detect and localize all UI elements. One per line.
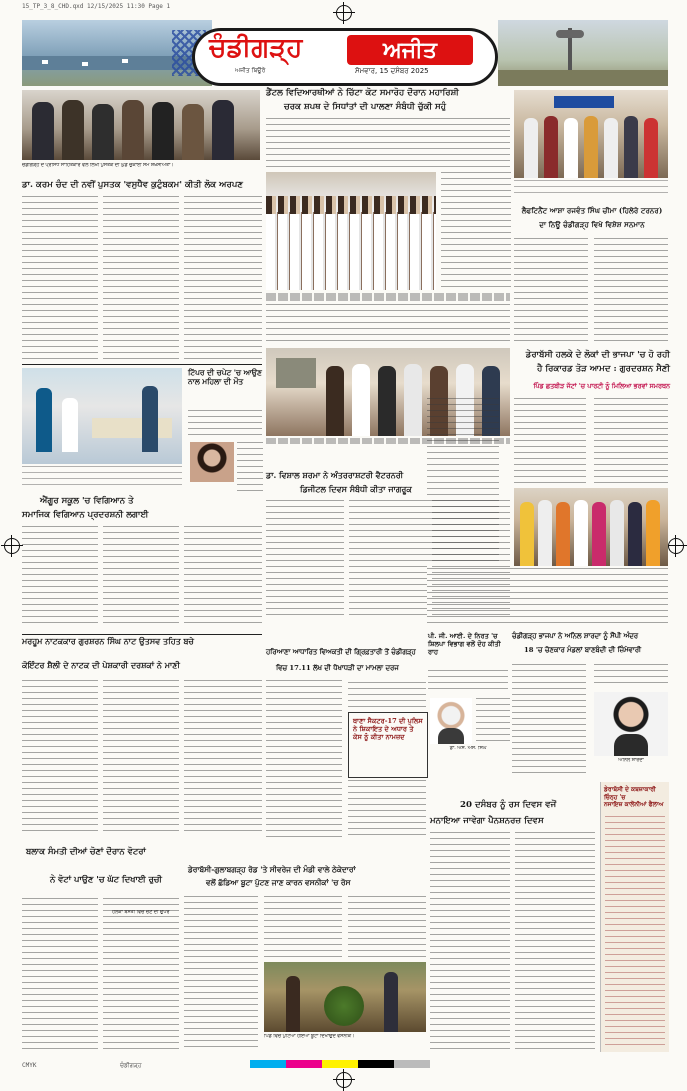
cyber-callout-box bbox=[348, 712, 428, 778]
footer-slug: CMYK bbox=[22, 1062, 37, 1069]
print-slug: 15_TP_3_8_CHD.qxd 12/15/2025 11:30 Page 1 bbox=[22, 3, 171, 10]
farm-headline: ਵਲੋਂ ਛੱਡਿਆ ਬੂਟਾ ਪੁੱਟਣ ਜਾਣ ਕਾਰਨ ਵਸਨੀਕਾਂ 'ਚ ਰੋਸ bbox=[206, 878, 351, 887]
tipper-headline: ਟਿੱਪਰ ਦੀ ਚਪੇਟ 'ਚ ਆਉਣ ਨਾਲ ਮਹਿਲਾ ਦੀ ਮੌਤ bbox=[188, 368, 262, 387]
block-story-col2 bbox=[103, 898, 179, 1052]
election-photo-caption: ਅਨਿਲ ਸ਼ਾਰਦਾ bbox=[618, 758, 644, 763]
colonies-headline-line1: ਡੇਰਾਬੱਸੀ ਦੇ ਕਬਜ਼ਾਕਾਰੀ ਚਿੰਨ੍ਹ 'ਚ bbox=[604, 786, 656, 801]
itbp-story-col1 bbox=[266, 500, 344, 620]
city-name: ਚੰਡੀਗੜ੍ਹ bbox=[209, 33, 303, 63]
farm-photo-caption: ਪਿੰਡ ਵਿਚ ਪੁੱਟਿਆ ਹੋਇਆ ਬੂਟਾ ਦਿਖਾਉਂਦੇ ਵਸਨੀਕ। bbox=[264, 1034, 355, 1039]
itbp-headline-line2: ਡਿਜੀਟਲ ਦਿਵਸ ਸੰਬੰਧੀ ਕੀਤਾ ਜਾਗਰੂਕ bbox=[300, 484, 412, 494]
masthead-subtitle: ਅਜੀਤ ਬਿਊਰੋ bbox=[235, 67, 266, 74]
cyber-story-col2 bbox=[348, 682, 426, 708]
cyber-headline-line1: ਹਰਿਆਣਾ ਆਧਾਰਿਤ ਵਿਅਕਤੀ ਦੀ ਗ੍ਰਿਫ਼ਤਾਰੀ ਤੋਂ ਚੰਡੀਗੜ੍ਹ bbox=[266, 648, 416, 656]
school-headline-line2: ਸਮਾਜਿਕ ਵਿਗਿਆਨ ਪ੍ਰਦਰਸ਼ਨੀ ਲਗਾਈ bbox=[22, 510, 149, 520]
book-story-body-col2 bbox=[103, 196, 179, 362]
registration-mark-bottom bbox=[336, 1072, 352, 1088]
candidate-byline: ਹਲਕਾ ਬਸਤੀ ਵਿਚ ਚੋਣ ਦੀ ਉਪਰ bbox=[112, 910, 170, 915]
colonies-story-body bbox=[605, 816, 665, 1046]
medical-headline-line2: ਚਰਕ ਸ਼ਪਥ ਦੇ ਸਿਧਾਂਤਾਂ ਦੀ ਪਾਲਣਾ ਸੰਬੰਧੀ ਚੁੱਕੀ ਸਹੁੰ bbox=[284, 102, 447, 112]
masthead-date: ਸੋਮਵਾਰ, 15 ਦਸੰਬਰ 2025 bbox=[355, 67, 429, 75]
book-story-body-col3 bbox=[184, 196, 262, 362]
divider-middle bbox=[22, 634, 262, 635]
school-story-col3 bbox=[184, 526, 262, 626]
honour-headline-line2: ਦਾ ਨਿਊ ਚੰਡੀਗੜ੍ਹ ਵਿਖੇ ਵਿਸ਼ੇਸ਼ ਸਨਮਾਨ bbox=[539, 220, 645, 229]
book-headline: ਡਾ. ਕਰਮ ਚੰਦ ਦੀ ਨਵੀਂ ਪੁਸਤਕ 'ਵਸੁਧੈਵ ਕੁਟੁੰਬਕਮ' ਕੀਤੀ ਲੋਕ ਅਰਪਣ bbox=[22, 180, 243, 190]
color-bar bbox=[250, 1060, 430, 1068]
medical-headline-line1: ਡੈਂਟਲ ਵਿਦਿਆਰਥੀਆਂ ਨੇ ਚਿੱਟਾ ਕੋਟ ਸਮਾਰੋਹ ਦੌਰਾਨ ਮਹਾਰਿਸ਼ੀ bbox=[266, 88, 459, 98]
itbp-story-col2 bbox=[349, 500, 427, 620]
science-exhibition-photo bbox=[22, 368, 182, 464]
book-story-body-col1 bbox=[22, 196, 98, 362]
farm-story-col3 bbox=[348, 896, 426, 960]
medical-story-right-col bbox=[441, 172, 511, 292]
paper-name: ਅਜੀਤ bbox=[347, 35, 473, 65]
poetry-story-col1 bbox=[22, 680, 98, 836]
bjp-joining-photo bbox=[514, 488, 668, 566]
cyber-callout: ਥਾਣਾ ਸੈਕਟਰ-17 ਦੀ ਪੁਲਿਸ ਨੇ ਸ਼ਿਕਾਇਤ ਦੇ ਅਧਾਰ ਤੇ ਕੇਸ ਨੂੰ ਕੀਤਾ ਨਾਮਜ਼ਦ bbox=[353, 717, 423, 742]
election-person-photo bbox=[594, 692, 668, 756]
masthead-monument-photo bbox=[498, 20, 668, 86]
block-headline-line1: ਬਲਾਕ ਸੰਮਤੀ ਦੀਆਂ ਚੋਣਾਂ ਦੌਰਾਨ ਵੋਟਰਾਂ bbox=[26, 846, 146, 856]
bjp-story-col1 bbox=[427, 398, 499, 566]
pgi-story-right bbox=[476, 698, 510, 744]
registration-mark-left bbox=[4, 538, 20, 554]
book-photo-caption: ਚੰਡੀਗੜ੍ਹ ਦੇ ਪ੍ਰਸਿੱਧ ਸਾਹਿਤਕਾਰ ਵਲੋਂ ਲਿਖੀ ਪੁਸਤਕ ਦੀ ਘੁੰਡ ਚੁਕਾਈ ਸਮੇਂ ਸ਼ਖ਼ਸੀਅਤਾਂ। bbox=[22, 163, 174, 168]
honour-headline-line1: ਲੈਫਟਿਨੈਂਟ ਆਸ਼ਾ ਰਜਵੰਤ ਸਿੰਘ ਚੀਮਾ (ਹਿਲੇਰੇ ਟਰਨਰ) bbox=[521, 206, 663, 215]
farm-story-col1 bbox=[184, 896, 258, 1052]
bjp-story-bottom bbox=[427, 580, 668, 624]
honour-story-col1 bbox=[514, 238, 588, 344]
pgi-story-body bbox=[428, 670, 508, 694]
school-headline-line1: ਐਂਗੂਰ ਸਕੂਲ 'ਚ ਵਿਗਿਆਨ ਤੇ bbox=[40, 496, 134, 506]
tipper-story-right bbox=[237, 442, 263, 492]
school-photo-caption bbox=[22, 466, 182, 490]
bjp-subhead: ਪਿੰਡ ਛਤਬੀੜ ਜੱਟਾਂ 'ਚ ਪਾਰਟੀ ਨੂੰ ਮਿਲਿਆ ਭਰਵਾਂ ਸਮਰਥਨ bbox=[533, 382, 670, 390]
school-story-col1 bbox=[22, 526, 98, 626]
poetry-story-col3 bbox=[184, 680, 262, 836]
registration-mark-right bbox=[668, 538, 684, 554]
pgi-headline: ਪੀ. ਜੀ. ਆਈ. ਦੇ ਨਿਰਤ 'ਚ ਸ਼ਿਲਪਾ ਵਿਭਾਗ ਵਲੋਂ ਦੋਹ ਕੀਤੀ ਰਾਹ bbox=[428, 632, 501, 657]
bjp-photo-caption bbox=[427, 568, 668, 576]
pension-story-col2 bbox=[515, 832, 595, 1052]
masthead bbox=[22, 20, 668, 86]
itbp-headline-line1: ਡਾ. ਵਿਸ਼ਾਲ ਸ਼ਰਮਾ ਨੇ ਅੰਤਰਰਾਸ਼ਟਰੀ ਵੈਟਰਨਰੀ bbox=[266, 470, 404, 480]
election-story-col2 bbox=[594, 664, 668, 688]
pgi-photo-caption: ਡਾ. ਐਸ. ਐਸ. ਸਿੰਘ bbox=[449, 746, 487, 751]
poetry-headline-line2: ਕੋਇੰਟਰ ਸ਼ੈਲੀ ਦੇ ਨਾਟਕ ਦੀ ਪੇਸ਼ਕਾਰੀ ਦਰਸ਼ਕਾਂ ਨੇ ਮਾਣੀ bbox=[22, 660, 180, 670]
tipper-victim-photo bbox=[190, 442, 234, 482]
road-headline: ਡੇਰਾਬੱਸੀ-ਗੁਲਾਬਗੜ੍ਹ ਰੋਡ 'ਤੇ ਸੀਵਰੇਜ ਦੀ ਮੰਡੀ ਵਾਲੇ ਠੇਕੇਦਾਰਾਂ bbox=[188, 865, 356, 874]
cyber-story-col3 bbox=[348, 780, 426, 840]
pension-story-col1 bbox=[430, 832, 510, 1052]
cyber-headline-line2: ਵਿਚ 17.11 ਲੱਖ ਦੀ ਧੋਖਾਧੜੀ ਦਾ ਮਾਮਲਾ ਦਰਜ bbox=[276, 664, 399, 672]
masthead-logo bbox=[192, 28, 498, 86]
farm-photo bbox=[264, 962, 426, 1032]
book-release-photo bbox=[22, 90, 260, 160]
farm-story-col2 bbox=[264, 896, 342, 960]
school-story-col2 bbox=[103, 526, 179, 626]
colonies-headline-line2: ਨਜਾਇਜ਼ ਕਾਲੋਨੀਆਂ ਫੈਲਾਅ bbox=[604, 801, 664, 808]
cyber-story-col1 bbox=[266, 680, 342, 840]
bjp-headline-line2: ਹੈ ਰਿਕਾਰਡ ਤੋੜ ਆਮਦ : ਗੁਰਦਰਸ਼ਨ ਸੈਣੀ bbox=[537, 364, 670, 374]
election-story-col1 bbox=[512, 664, 586, 774]
election-headline-line2: 18 'ਚ ਚੋਣਕਾਰ ਮੰਡਲਾਂ ਬਾਣਬੰਦੀ ਦੀ ਜ਼ਿੰਮੇਵਾਰੀ bbox=[524, 646, 642, 654]
bjp-story-col3 bbox=[594, 398, 668, 484]
block-headline-line2: ਨੇ ਵੋਟਾਂ ਪਾਉਣ 'ਚ ਘੱਟ ਦਿਖਾਈ ਰੁਚੀ bbox=[50, 874, 162, 884]
registration-mark-top bbox=[336, 5, 352, 21]
colonies-box bbox=[600, 782, 669, 1052]
medical-story-bottom bbox=[266, 304, 510, 344]
bjp-story-col2 bbox=[514, 398, 586, 484]
pgi-person-photo bbox=[430, 698, 472, 744]
divider-upper bbox=[22, 364, 262, 365]
honour-ceremony-photo bbox=[514, 90, 668, 178]
tipper-story-body bbox=[188, 410, 262, 440]
white-coat-ceremony-photo bbox=[266, 172, 436, 290]
footer-page-ref: ਚੰਡੀਗੜ੍ਹ bbox=[120, 1062, 142, 1069]
medical-photo-caption bbox=[266, 293, 510, 301]
poetry-story-col2 bbox=[103, 680, 179, 836]
election-headline-line1: ਚੰਡੀਗੜ੍ਹ ਭਾਜਪਾ ਨੇ ਅਨਿਲ ਸ਼ਾਰਦਾ ਨੂੰ ਸੌਂਪੀ ਅੰਦਰ bbox=[512, 632, 639, 640]
bjp-headline-line1: ਡੇਰਾਬੱਸੀ ਹਲਕੇ ਦੇ ਲੋਕਾਂ ਦੀ ਭਾਜਪਾ 'ਚ ਹੋ ਰਹੀ bbox=[525, 350, 670, 360]
medical-story-body bbox=[266, 118, 510, 168]
pension-headline-line1: 20 ਦਸੰਬਰ ਨੂੰ ਰਸ ਦਿਵਸ ਵਜੋਂ bbox=[460, 800, 557, 810]
honour-photo-caption bbox=[514, 180, 668, 198]
block-story-col1 bbox=[22, 898, 98, 1052]
honour-story-col2 bbox=[594, 238, 668, 344]
poetry-headline-line1: ਮਰਹੂਮ ਨਾਟਕਕਾਰ ਗੁਰਸ਼ਰਨ ਸਿੰਘ ਨਾਟ ਉਤਸਵ ਤਹਿਤ ਬਚੇ bbox=[22, 636, 194, 646]
pension-headline-line2: ਮਨਾਇਆ ਜਾਵੇਗਾ ਪੈਨਸ਼ਨਰਜ਼ ਦਿਵਸ bbox=[430, 816, 544, 826]
